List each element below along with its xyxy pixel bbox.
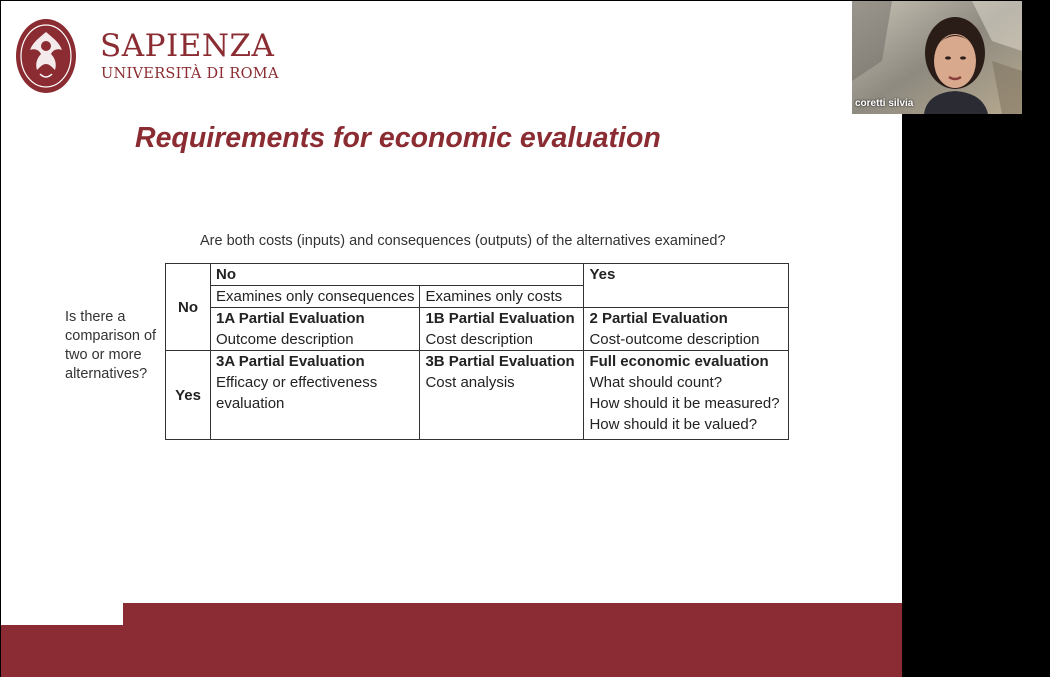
cell-1b [420,308,584,351]
cell-3b-desc: Cost analysis [425,374,515,391]
cell-2-title: 2 Partial Evaluation [589,310,728,327]
cell-1b-title: 1B Partial Evaluation [425,310,575,327]
column-header-yes: Yes [584,264,789,308]
footer-notch [1,603,123,625]
subheader-costs: Examines only costs [420,286,584,308]
footer-band [1,603,902,677]
cell-1a-title: 1A Partial Evaluation [216,310,365,327]
row-header-yes: Yes [166,351,211,440]
cell-1a-desc: Outcome description [216,331,354,348]
evaluation-table [165,263,789,440]
cell-2-desc: Cost-outcome description [589,331,760,348]
cell-3a-desc1: Efficacy or effectiveness [216,374,378,391]
cell-3a-desc2: evaluation [216,395,285,412]
cell-3b-title: 3B Partial Evaluation [425,353,575,370]
university-subtitle: UNIVERSITÀ DI ROMA [101,66,279,82]
subheader-consequences: Examines only consequences [211,286,420,308]
column-question: Are both costs (inputs) and consequences (outputs) of the alternatives examined? [200,233,726,249]
university-seal-icon [15,18,77,94]
participant-name: coretti silvia [855,98,914,109]
row-question: Is there a comparison of two or more alternatives? [65,309,157,382]
cell-1b-desc: Cost description [425,331,534,348]
university-name: SAPIENZA [100,28,275,64]
slide-title: Requirements for economic evaluation [135,122,661,154]
presentation-slide [1,1,902,677]
cell-3a [211,351,420,440]
cell-2 [584,308,789,351]
cell-3b [420,351,584,440]
cell-full [584,351,789,440]
cell-1a [211,308,420,351]
cell-full-q3: How should it be valued? [589,416,758,433]
cell-full-q1: What should count? [589,374,723,391]
cell-3a-title: 3A Partial Evaluation [216,353,365,370]
cell-full-q2: How should it be measured? [589,395,780,412]
column-header-no: No [211,264,584,286]
row-header-no: No [166,264,211,351]
cell-full-title: Full economic evaluation [589,353,769,370]
